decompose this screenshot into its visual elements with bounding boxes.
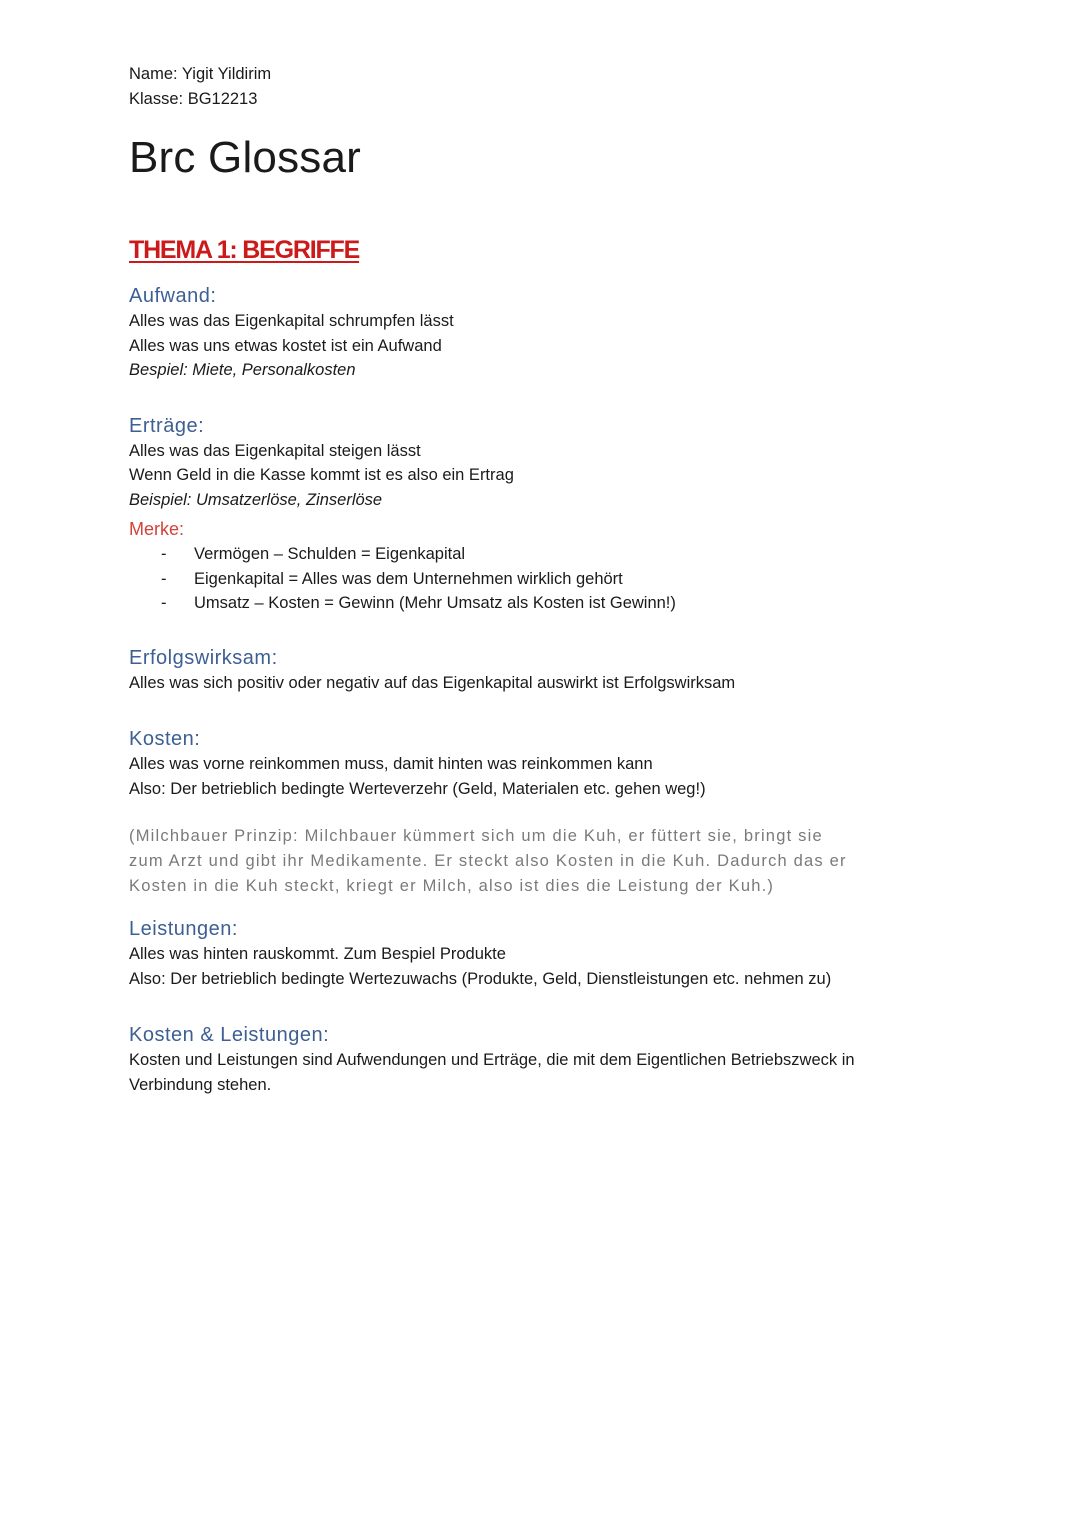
note-line: zum Arzt und gibt ihr Medikamente. Er steckt also Kosten in die Kuh. Dadurch das er (129, 852, 847, 870)
document-page (129, 62, 949, 1097)
section-kosten (129, 726, 949, 899)
definition-line: Wenn Geld in die Kasse kommt ist es also ein Ertrag (129, 466, 514, 484)
topic-heading: THEMA 1: BEGRIFFE (129, 236, 360, 264)
definition-line: Alles was hinten rauskommt. Zum Bespiel Produkte (129, 945, 506, 963)
section-aufwand (129, 283, 949, 383)
definition-line: Alles was das Eigenkapital schrumpfen lässt (129, 312, 454, 330)
definition-line: Alles was vorne reinkommen muss, damit hinten was reinkommen kann (129, 755, 653, 773)
student-name: Name: Yigit Yildirim (129, 65, 272, 83)
section-heading-kosten: Kosten: (129, 728, 201, 750)
list-item (129, 542, 949, 567)
section-ertraege (129, 413, 949, 513)
merke-list (129, 542, 949, 616)
section-heading-kosten-leistungen: Kosten & Leistungen: (129, 1024, 330, 1046)
definition-line: Alles was uns etwas kostet ist ein Aufwand (129, 336, 442, 355)
section-erfolgswirksam (129, 645, 949, 696)
note-line: Kosten in die Kuh steckt, kriegt er Milch, also ist dies die Leistung der Kuh.) (129, 877, 775, 895)
list-item-text: Umsatz – Kosten = Gewinn (Mehr Umsatz als Kosten ist Gewinn!) (194, 594, 676, 612)
section-leistungen (129, 916, 949, 991)
list-item-text: Vermögen – Schulden = Eigenkapital (194, 545, 466, 563)
definition-line: Alles was das Eigenkapital steigen lässt (129, 441, 421, 460)
section-heading-erfolgswirksam: Erfolgswirksam: (129, 646, 278, 669)
example-line: Beispiel: Umsatzerlöse, Zinserlöse (129, 490, 383, 509)
bullet-dash: - (161, 545, 167, 563)
list-item-text: Eigenkapital = Alles was dem Unternehmen wirklich gehört (194, 569, 623, 588)
section-merke (129, 516, 949, 616)
definition-line: Also: Der betrieblich bedingte Werteverzehr (Geld, Materialen etc. gehen weg!) (129, 779, 706, 798)
example-line: Bespiel: Miete, Personalkosten (129, 361, 356, 379)
student-class: Klasse: BG12213 (129, 90, 258, 108)
document-title: Brc Glossar (129, 133, 362, 182)
note-line: (Milchbauer Prinzip: Milchbauer kümmert sich um die Kuh, er füttert sie, bringt sie (129, 827, 823, 845)
merke-heading: Merke: (129, 519, 185, 539)
list-item (129, 591, 949, 616)
definition-line: Also: Der betrieblich bedingte Wertezuwachs (Produkte, Geld, Dienstleistungen etc. nehmen zu) (129, 969, 832, 988)
definition-line: Verbindung stehen. (129, 1075, 272, 1094)
bullet-dash: - (161, 569, 167, 588)
section-heading-aufwand: Aufwand: (129, 285, 217, 307)
section-heading-leistungen: Leistungen: (129, 918, 238, 940)
definition-line: Alles was sich positiv oder negativ auf das Eigenkapital auswirkt ist Erfolgswirksam (129, 673, 736, 692)
definition-line: Kosten und Leistungen sind Aufwendungen und Erträge, die mit dem Eigentlichen Betriebszweck in (129, 1051, 855, 1069)
bullet-dash: - (161, 594, 167, 612)
section-kosten-leistungen (129, 1022, 949, 1097)
list-item (129, 567, 949, 592)
section-heading-ertraege: Erträge: (129, 414, 205, 437)
note-milchbauer (129, 824, 949, 899)
